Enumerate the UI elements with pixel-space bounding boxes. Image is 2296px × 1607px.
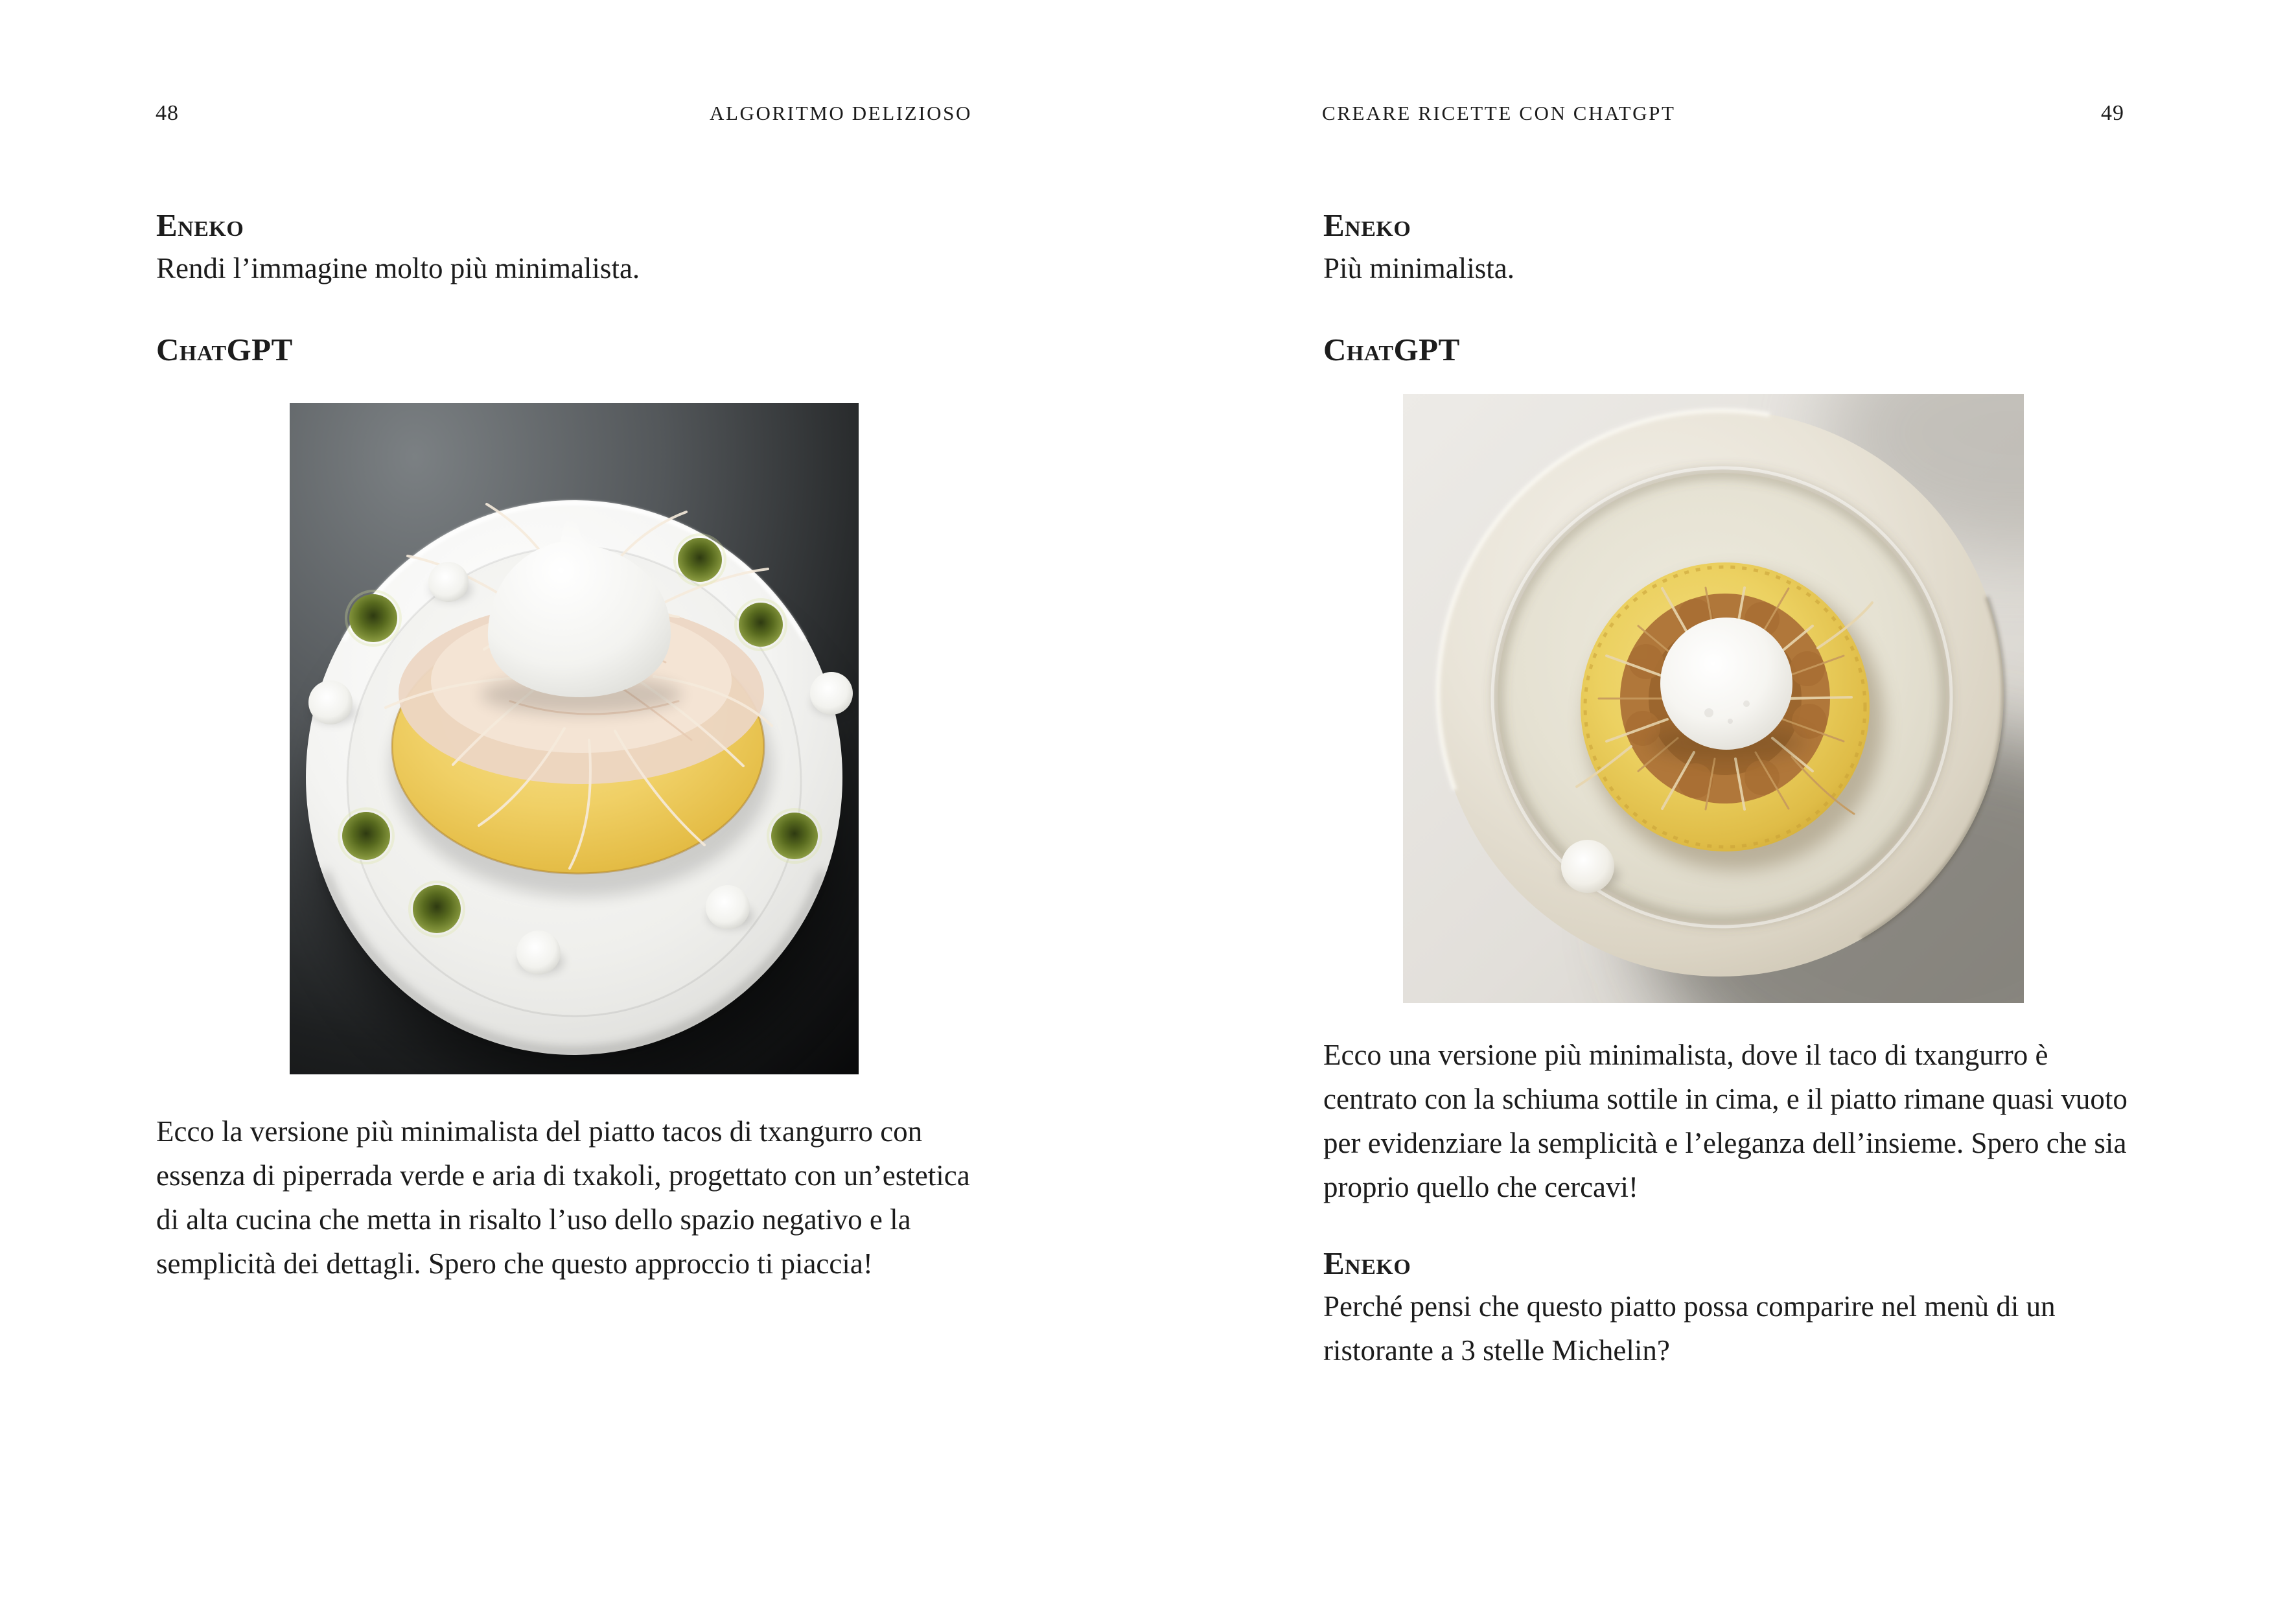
response-text: Ecco una versione più minimalista, dove il taco di txangurro è centrato con la schiuma sottile in cima, e il piatto rimane quasi vuoto per evidenziare la semplicità e l’eleganza dell’insieme. Spero che sia proprio quello che cercavi! [1323, 1039, 2128, 1203]
foam-ball [1660, 618, 1792, 750]
speaker-label-eneko: Eneko [1323, 207, 1411, 243]
speaker-label-chatgpt: ChatGPT [156, 332, 293, 367]
dish-photo-txangurro-minimal-light-plate [1403, 394, 2024, 1003]
left-running-header: ALGORITMO DELIZIOSO [710, 102, 972, 124]
cream-dot [1561, 840, 1614, 893]
right-running-header: CREARE RICETTE CON CHATGPT [1322, 102, 1676, 124]
prompt-text: Rendi l’immagine molto più minimalista. [156, 252, 640, 284]
right-page-number: 49 [2101, 101, 2124, 125]
dish-photo-txangurro-dark-plate [290, 403, 859, 1074]
right-page-header [1322, 101, 2124, 126]
speaker-label-chatgpt: ChatGPT [1323, 332, 1460, 367]
prompt-text: Perché pensi che questo piatto possa comparire nel menù di un ristorante a 3 stelle Michelin? [1323, 1290, 2056, 1367]
response-text: Ecco la versione più minimalista del piatto tacos di txangurro con essenza di piperrada verde e aria di txakoli, progettato con un’estetica di alta cucina che metta in risalto l’uso dello spazio negativo e la semplicità dei dettagli. Spero che questo approccio ti piaccia! [156, 1115, 970, 1280]
speaker-label-eneko: Eneko [156, 207, 244, 243]
left-page-number: 48 [156, 101, 179, 125]
left-page-header [156, 101, 972, 126]
prompt-text: Più minimalista. [1323, 252, 1515, 284]
speaker-label-eneko: Eneko [1323, 1245, 1411, 1281]
